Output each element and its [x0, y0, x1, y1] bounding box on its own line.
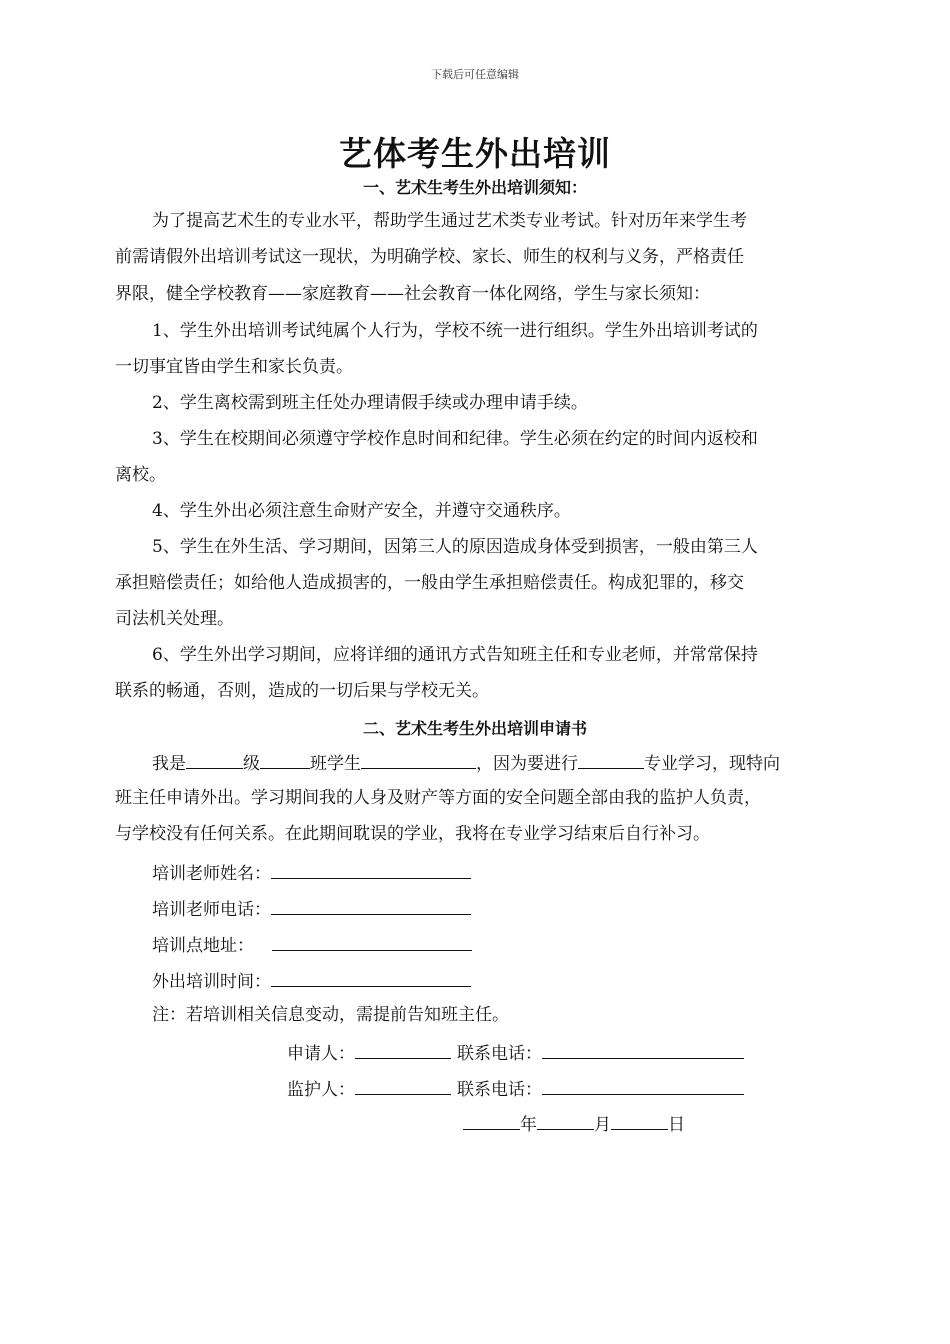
field-label: 培训老师电话： [152, 900, 271, 920]
time-blank[interactable] [271, 968, 471, 987]
notice-line: 界限，健全学校教育——家庭教育——社会教育一体化网络，学生与家长须知： [115, 284, 710, 304]
phone-label: 联系电话： [457, 1044, 542, 1064]
grade-blank[interactable] [186, 750, 243, 769]
notice-line: 司法机关处理。 [115, 609, 234, 629]
notice-line: 1、学生外出培训考试纯属个人行为，学校不统一进行组织。学生外出培训考试的 [152, 321, 758, 341]
major-blank[interactable] [578, 750, 644, 769]
notice-line: 5、学生在外生活、学习期间，因第三人的原因造成身体受到损害，一般由第三人 [152, 537, 758, 557]
intro-text: 我是 [152, 754, 186, 774]
month-label: 月 [594, 1115, 611, 1135]
notice-line: 4、学生外出必须注意生命财产安全，并遵守交通秩序。 [152, 501, 571, 521]
teacher-phone-row [152, 896, 471, 921]
notice-line: 为了提高艺术生的专业水平，帮助学生通过艺术类专业考试。针对历年来学生考 [152, 211, 747, 231]
applicant-label: 申请人： [287, 1044, 355, 1064]
section2-heading: 二、艺术生考生外出培训申请书 [362, 719, 587, 738]
notice-line: 联系的畅通，否则，造成的一切后果与学校无关。 [115, 681, 489, 701]
time-row [152, 968, 471, 993]
application-line: 班主任申请外出。学习期间我的人身及财产等方面的安全问题全部由我的监护人负责， [115, 788, 761, 808]
notice-line: 3、学生在校期间必须遵守学校作息时间和纪律。学生必须在约定的时间内返校和 [152, 429, 758, 449]
page-header: 下载后可任意编辑 [431, 68, 519, 81]
year-blank[interactable] [463, 1111, 520, 1130]
section1-heading: 一、艺术生考生外出培训须知： [362, 178, 587, 197]
application-line: 与学校没有任何关系。在此期间耽误的学业，我将在专业学习结束后自行补习。 [115, 824, 710, 844]
notice-line: 承担赔偿责任；如给他人造成损害的，一般由学生承担赔偿责任。构成犯罪的，移交 [115, 573, 744, 593]
applicant-phone-blank[interactable] [542, 1040, 744, 1059]
date-row [463, 1111, 685, 1136]
application-intro [152, 750, 780, 775]
day-blank[interactable] [611, 1111, 668, 1130]
field-label: 培训老师姓名： [152, 864, 271, 884]
notice-line: 离校。 [115, 465, 166, 485]
address-row [152, 932, 472, 957]
field-label: 外出培训时间： [152, 972, 271, 992]
notice-line: 前需请假外出培训考试这一现状，为明确学校、家长、师生的权利与义务，严格责任 [115, 247, 744, 267]
guardian-phone-blank[interactable] [542, 1076, 744, 1095]
intro-text: 班学生 [310, 754, 361, 774]
note: 注：若培训相关信息变动，需提前告知班主任。 [152, 1005, 509, 1025]
notice-line: 6、学生外出学习期间，应将详细的通讯方式告知班主任和专业老师，并常常保持 [152, 645, 758, 665]
class-blank[interactable] [260, 750, 310, 769]
intro-text: 专业学习，现特向 [644, 754, 780, 774]
student-name-blank[interactable] [361, 750, 476, 769]
guardian-label: 监护人： [287, 1080, 355, 1100]
guardian-blank[interactable] [355, 1076, 451, 1095]
address-blank[interactable] [272, 932, 472, 951]
guardian-row [287, 1076, 744, 1101]
month-blank[interactable] [537, 1111, 594, 1130]
applicant-blank[interactable] [355, 1040, 451, 1059]
teacher-name-blank[interactable] [271, 860, 471, 879]
teacher-name-row [152, 860, 471, 885]
notice-line: 一切事宜皆由学生和家长负责。 [115, 357, 353, 377]
intro-text: 级 [243, 754, 260, 774]
applicant-row [287, 1040, 744, 1065]
field-label: 培训点地址： [152, 936, 254, 956]
phone-label: 联系电话： [457, 1080, 542, 1100]
intro-text: ，因为要进行 [476, 754, 578, 774]
teacher-phone-blank[interactable] [271, 896, 471, 915]
year-label: 年 [520, 1115, 537, 1135]
document-title: 艺体考生外出培训 [339, 134, 611, 173]
notice-line: 2、学生离校需到班主任处办理请假手续或办理申请手续。 [152, 393, 588, 413]
day-label: 日 [668, 1115, 685, 1135]
